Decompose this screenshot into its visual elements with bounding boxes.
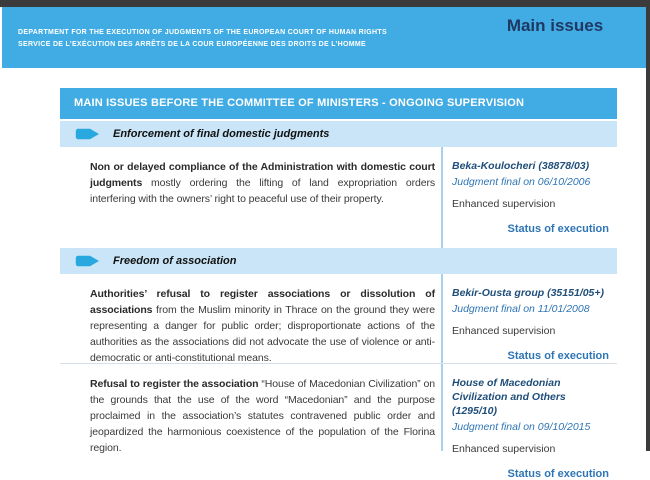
case-description	[90, 159, 435, 207]
case-description-cell	[60, 147, 443, 248]
case-name-link[interactable]: House of Macedonian Civilization and Others (1295/10)	[452, 377, 566, 417]
case-description	[90, 376, 435, 456]
status-of-execution-link[interactable]: Status of execution	[507, 223, 609, 235]
status-of-execution-link[interactable]: Status of execution	[507, 468, 609, 480]
case-description-lead: Refusal to register the association	[90, 378, 259, 390]
right-border	[646, 0, 650, 451]
header-banner	[2, 7, 646, 68]
status-of-execution-link[interactable]: Status of execution	[507, 350, 609, 362]
arrow-right-icon	[75, 128, 101, 140]
judgment-date: Judgment final on 06/10/2006	[452, 176, 591, 188]
case-description-cell	[60, 364, 443, 454]
case-name-link[interactable]: Bekir-Ousta group (35151/05+)	[452, 287, 605, 299]
supervision-level: Enhanced supervision	[452, 325, 556, 337]
case-description-lead: Non or delayed compliance of the Administration with domestic court judgments	[90, 161, 435, 189]
case-description-rest: “House of Macedonian Civilization” on the grounds that the use of the word “Macedonian” and the purpose proclaimed in the association’s statutes contravened public order and jeopardized the harmonious coexistence of the population of the Florina region.	[90, 378, 435, 454]
case-description-rest: from the Muslim minority in Thrace on the ground they were representing a danger for public order; disproportionate actions of the authorities as the associations did not advocate the use of violence or anti-democratic or anti-constitutional means.	[90, 304, 435, 364]
case-row	[60, 364, 617, 480]
case-info-cell	[443, 147, 617, 248]
supervision-level: Enhanced supervision	[452, 198, 556, 210]
judgment-date: Judgment final on 11/01/2008	[452, 303, 590, 315]
case-info-cell	[443, 364, 617, 480]
document-title: Main issues	[506, 16, 604, 35]
section-heading: Enforcement of final domestic judgments	[113, 128, 330, 140]
arrow-right-icon	[75, 255, 101, 267]
case-row	[60, 147, 617, 248]
section-heading: Freedom of association	[113, 255, 237, 267]
top-border	[0, 0, 650, 7]
department-name-fr: SERVICE DE L’EXÉCUTION DES ARRÊTS DE LA COUR EUROPÉENNE DES DROITS DE L’HOMME	[18, 41, 366, 48]
section-bar-freedom-of-association	[60, 248, 617, 274]
case-row	[60, 274, 617, 364]
case-description-lead: Authorities’ refusal to register associations or dissolution of associations	[90, 288, 435, 316]
case-name-link[interactable]: Beka-Koulocheri (38878/03)	[452, 160, 590, 172]
section-bar-enforcement	[60, 121, 617, 147]
supervision-level: Enhanced supervision	[452, 443, 556, 455]
case-info-cell	[443, 274, 617, 363]
case-description-rest: mostly ordering the lifting of land expropriation orders interfering with the owners’ right to peaceful use of their property.	[90, 177, 435, 205]
department-names	[18, 27, 387, 51]
case-description-cell	[60, 274, 443, 363]
department-name-en: DEPARTMENT FOR THE EXECUTION OF JUDGMENTS OF THE EUROPEAN COURT OF HUMAN RIGHTS	[18, 29, 387, 36]
case-description	[90, 286, 435, 366]
judgment-date: Judgment final on 09/10/2015	[452, 421, 591, 433]
page-title: MAIN ISSUES BEFORE THE COMMITTEE OF MINISTERS - ONGOING SUPERVISION	[60, 88, 617, 119]
